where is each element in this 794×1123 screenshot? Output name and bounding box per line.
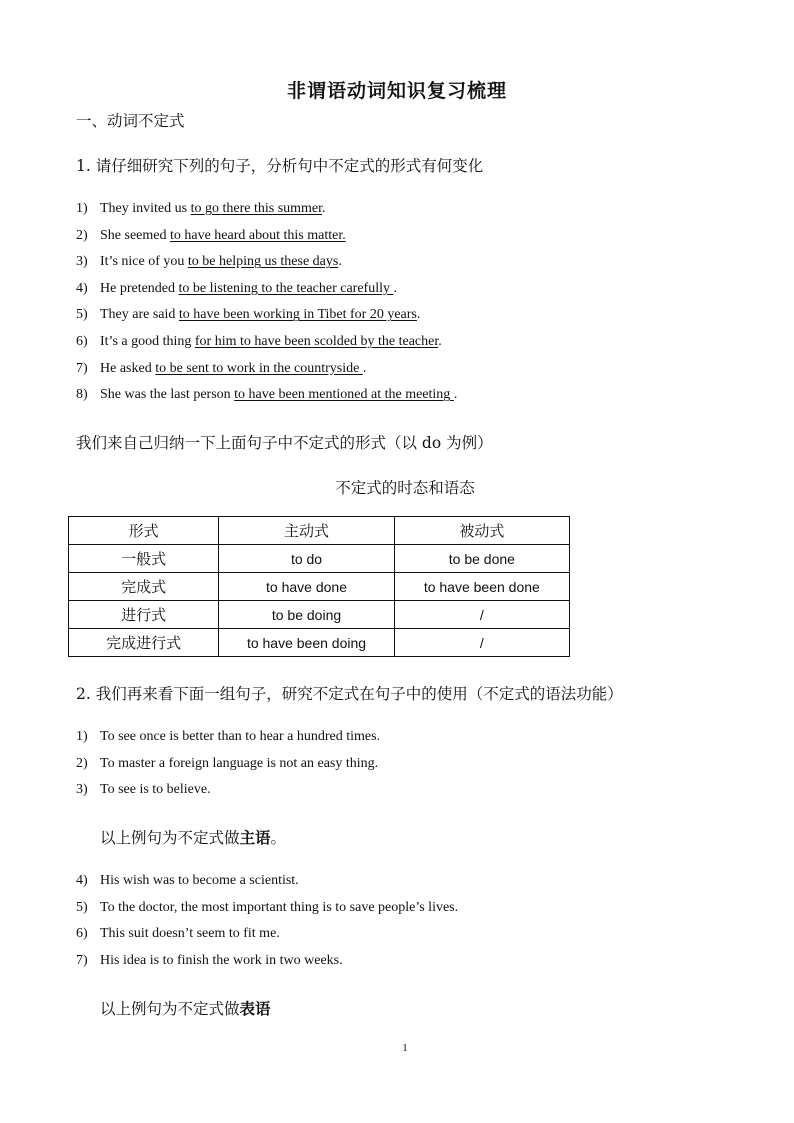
page-number: 1 bbox=[402, 1042, 408, 1054]
list-item: 2) To master a foreign language is not an easy thing. bbox=[76, 755, 379, 771]
table-cell: to have been done bbox=[394, 573, 569, 601]
table-cell: to do bbox=[219, 545, 394, 573]
table-cell: 进行式 bbox=[69, 601, 219, 629]
page-title: 非谓语动词知识复习梳理 bbox=[286, 80, 507, 102]
list-item: 8) She was the last person to have been mentioned at the meeting . bbox=[76, 387, 458, 403]
question-2: 2. 我们再来看下面一组句子，研究不定式在句子中的使用（不定式的语法功能） bbox=[76, 685, 623, 703]
table-header: 形式 bbox=[69, 517, 219, 545]
list-item: 1) To see once is better than to hear a hundred times. bbox=[76, 729, 381, 744]
underlined-infinitive: to have heard about this matter. bbox=[169, 227, 346, 243]
list-item: 7) He asked to be sent to work in the countryside . bbox=[76, 360, 367, 376]
table-caption: 不定式的时态和语态 bbox=[335, 479, 475, 497]
table-header-row bbox=[69, 517, 570, 545]
table-cell: 完成式 bbox=[69, 573, 219, 601]
sentence-list-subject bbox=[76, 724, 380, 804]
list-item: 3) To see is to believe. bbox=[76, 782, 211, 798]
underlined-infinitive: to be listening to the teacher carefully bbox=[178, 280, 394, 296]
table-cell: to have done bbox=[219, 573, 394, 601]
sentence-list-predicative bbox=[76, 868, 458, 974]
table-row bbox=[69, 545, 570, 573]
underlined-infinitive: to go there this summer bbox=[190, 201, 323, 216]
list-item: 4) He pretended to be listening to the teacher carefully . bbox=[76, 280, 398, 296]
table-cell: 一般式 bbox=[69, 545, 219, 573]
summary-prompt: 我们来自己归纳一下上面句子中不定式的形式（以 do 为例） bbox=[76, 434, 493, 452]
underlined-infinitive: for him to have been scolded by the teacher bbox=[194, 333, 439, 349]
note-subject: 以上例句为不定式做主语。 bbox=[100, 828, 287, 847]
underlined-infinitive: to be helping us these days bbox=[187, 254, 339, 270]
note-predicative: 以上例句为不定式做表语 bbox=[100, 999, 271, 1018]
table-cell: to have been doing bbox=[219, 629, 394, 657]
table-row bbox=[69, 601, 570, 629]
list-item: 5) To the doctor, the most important thing is to save people’s lives. bbox=[76, 899, 459, 915]
list-item: 3) It’s nice of you to be helping us these days. bbox=[76, 254, 342, 270]
table-cell: to be doing bbox=[219, 601, 394, 629]
list-item: 6) This suit doesn’t seem to fit me. bbox=[76, 926, 280, 942]
underlined-infinitive: to have been working in Tibet for 20 years bbox=[178, 307, 417, 323]
table-header: 被动式 bbox=[394, 517, 569, 545]
table-row bbox=[69, 629, 570, 657]
underlined-infinitive: to have been mentioned at the meeting bbox=[234, 387, 454, 403]
underlined-infinitive: to be sent to work in the countryside bbox=[155, 360, 363, 376]
table-cell: to be done bbox=[394, 545, 569, 573]
table-row bbox=[69, 573, 570, 601]
list-item: 1) They invited us to go there this summer. bbox=[76, 201, 326, 216]
infinitive-forms-table bbox=[68, 516, 570, 657]
list-item: 7) His idea is to finish the work in two weeks. bbox=[76, 952, 343, 968]
table-cell: / bbox=[394, 601, 569, 629]
table-cell: / bbox=[394, 629, 569, 657]
table-cell: 完成进行式 bbox=[69, 629, 219, 657]
sentence-list-forms bbox=[76, 196, 457, 409]
list-item: 2) She seemed to have heard about this matter. bbox=[76, 227, 346, 243]
list-item: 5) They are said to have been working in Tibet for 20 years. bbox=[76, 307, 421, 323]
list-item: 4) His wish was to become a scientist. bbox=[76, 873, 299, 888]
list-item: 6) It’s a good thing for him to have been scolded by the teacher. bbox=[76, 333, 442, 349]
table-header: 主动式 bbox=[219, 517, 394, 545]
section-heading: 一、动词不定式 bbox=[76, 112, 185, 130]
question-1: 1. 请仔细研究下列的句子，分析句中不定式的形式有何变化 bbox=[76, 157, 484, 175]
